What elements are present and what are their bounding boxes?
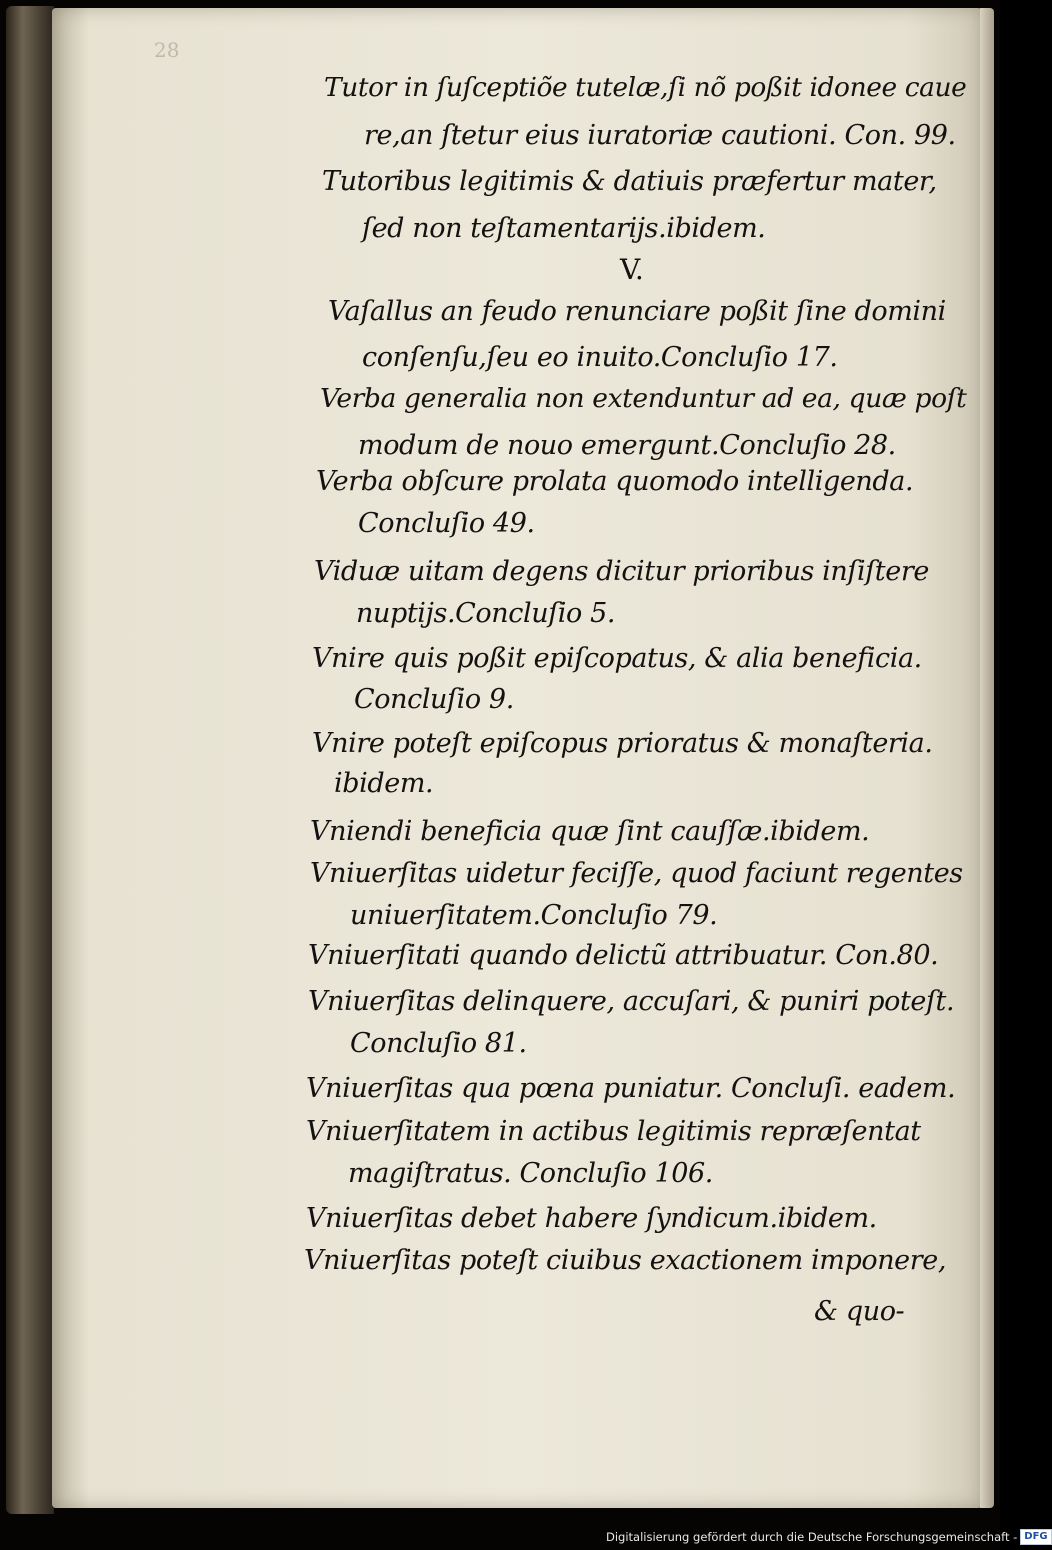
entry-7-line-2: Concluſio 9.	[354, 684, 514, 715]
entry-3-line-2: conſenſu,ſeu eo inuito.Concluſio 17.	[362, 342, 838, 373]
entry-6-line-1: Viduæ uitam degens dicitur prioribus inſiſtere	[314, 556, 929, 587]
entry-6-line-2: nuptijs.Concluſio 5.	[356, 598, 616, 629]
index-text	[52, 8, 982, 1508]
entry-10-line-1: Vniuerſitas uidetur feciſſe, quod faciunt regentes	[310, 858, 963, 889]
entry-14-line-1: Vniuerſitatem in actibus legitimis repræſentat	[306, 1116, 921, 1147]
dfg-logo[interactable]: DFG	[1020, 1529, 1051, 1545]
footer-text: Digitalisierung gefördert durch die Deutsche Forschungsgemeinschaft -	[606, 1530, 1018, 1544]
entry-12-line-1: Vniuerſitas delinquere, accuſari, & puniri poteſt.	[308, 986, 955, 1017]
entry-1-line-1: Tutor in ſuſceptiõe tutelæ,ſi nõ poßit idonee caue	[324, 72, 967, 103]
entry-8-line-1: Vnire poteſt epiſcopus prioratus & monaſteria.	[312, 728, 933, 759]
section-letter-v: V.	[620, 253, 644, 286]
entry-1-line-2: re,an ſtetur eius iuratoriæ cautioni. Con. 99.	[364, 120, 956, 151]
book-edge	[6, 6, 54, 1514]
entry-11-line-1: Vniuerſitati quando delictũ attribuatur. Con.80.	[308, 940, 939, 971]
entry-13-line-1: Vniuerſitas qua pœna puniatur. Concluſi. eadem.	[306, 1073, 956, 1104]
digitization-footer	[606, 1527, 1052, 1547]
book-page	[52, 8, 982, 1508]
entry-2-line-1: Tutoribus legitimis & datiuis præfertur mater,	[322, 166, 937, 197]
entry-4-line-1: Verba generalia non extenduntur ad ea, quæ poſt	[320, 383, 967, 414]
entry-16-line-1: Vniuerſitas poteſt ciuibus exactionem imponere,	[304, 1245, 947, 1276]
entry-10-line-2: uniuerſitatem.Concluſio 79.	[350, 900, 718, 931]
entry-5-line-2: Concluſio 49.	[358, 508, 535, 539]
entry-7-line-1: Vnire quis poßit epiſcopatus, & alia beneficia.	[312, 643, 922, 674]
entry-3-line-1: Vaſallus an feudo renunciare poßit ſine domini	[328, 296, 946, 327]
entry-15-line-1: Vniuerſitas debet habere ſyndicum.ibidem.	[306, 1203, 877, 1234]
page-number: 28	[154, 38, 180, 62]
entry-8-line-2: ibidem.	[334, 768, 434, 799]
entry-2-line-2: ſed non teſtamentarijs.ibidem.	[362, 213, 766, 244]
entry-5-line-1: Verba obſcure prolata quomodo intelligenda.	[316, 466, 914, 497]
entry-9-line-1: Vniendi beneficia quæ ſint cauſſæ.ibidem.	[310, 816, 870, 847]
entry-12-line-2: Concluſio 81.	[350, 1028, 527, 1059]
entry-14-line-2: magiſtratus. Concluſio 106.	[348, 1158, 713, 1189]
catchword: & quo-	[814, 1296, 905, 1327]
entry-4-line-2: modum de nouo emergunt.Concluſio 28.	[358, 430, 896, 461]
